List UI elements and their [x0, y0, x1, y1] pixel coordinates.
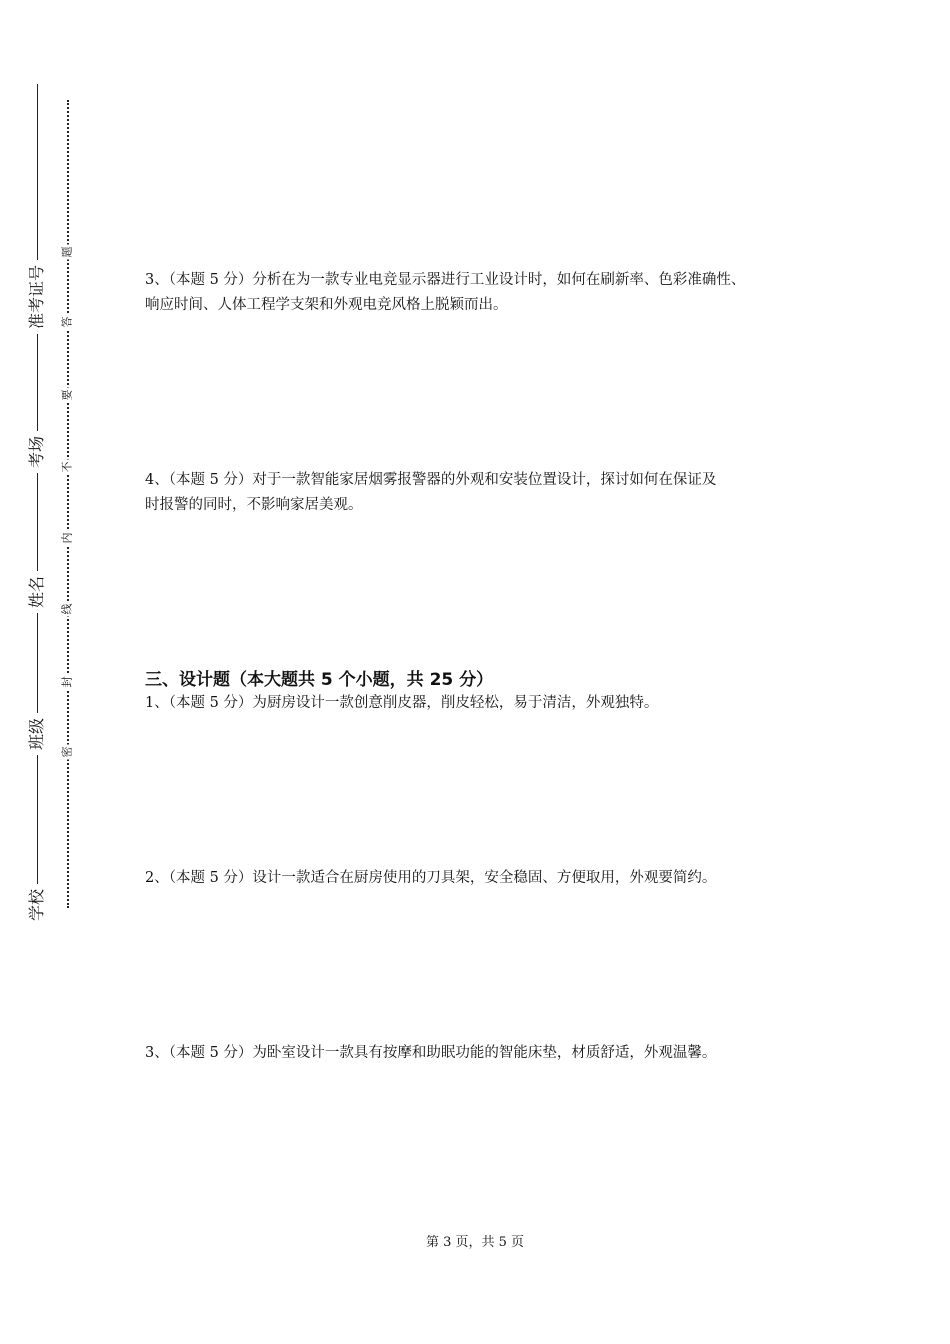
- design-question-1: 1、（本题 5 分）为厨房设计一款创意削皮器，削皮轻松，易于清洁，外观独特。: [145, 695, 659, 711]
- question-text-line: 3、（本题 5 分）分析在为一款专业电竞显示器进行工业设计时，如何在刷新率、色彩准确性、: [145, 272, 746, 288]
- seal-char: 线: [60, 603, 74, 615]
- design-question-3: 3、（本题 5 分）为卧室设计一款具有按摩和助眠功能的智能床垫，材质舒适，外观温馨。: [145, 1045, 717, 1061]
- school-label: 学校: [29, 884, 45, 926]
- question-text-line: 4、（本题 5 分）对于一款智能家居烟雾报警器的外观和安装位置设计，探讨如何在保证及: [145, 472, 717, 488]
- seal-char: 密: [60, 746, 74, 758]
- question-3: [145, 268, 745, 318]
- design-question-2: 2、（本题 5 分）设计一款适合在厨房使用的刀具架，安全稳固、方便取用，外观要简约。: [145, 870, 717, 886]
- section-title: 三、设计题（本大题共 5 个小题，共 25 分）: [145, 670, 494, 690]
- seal-dotted-line: [67, 100, 69, 908]
- page-footer: 第 3 页，共 5 页: [425, 1235, 525, 1250]
- binding-margin: [0, 0, 90, 1344]
- seal-char: 内: [60, 532, 74, 544]
- question-text-line: 响应时间、人体工程学支架和外观电竞风格上脱颖而出。: [145, 297, 508, 313]
- class-label: 班级: [29, 713, 45, 755]
- seal-char: 题: [60, 246, 74, 258]
- question-text-line: 时报警的同时，不影响家居美观。: [145, 497, 363, 513]
- name-label: 姓名: [29, 571, 45, 613]
- seal-char: 要: [60, 389, 74, 401]
- question-4: [145, 468, 716, 518]
- seal-char: 封: [60, 676, 74, 688]
- exam-room-label: 考场: [29, 431, 45, 473]
- exam-id-label: 准考证号: [29, 260, 45, 334]
- seal-char: 不: [60, 461, 74, 473]
- seal-char: 答: [60, 316, 74, 328]
- binding-solid-line: [37, 84, 38, 920]
